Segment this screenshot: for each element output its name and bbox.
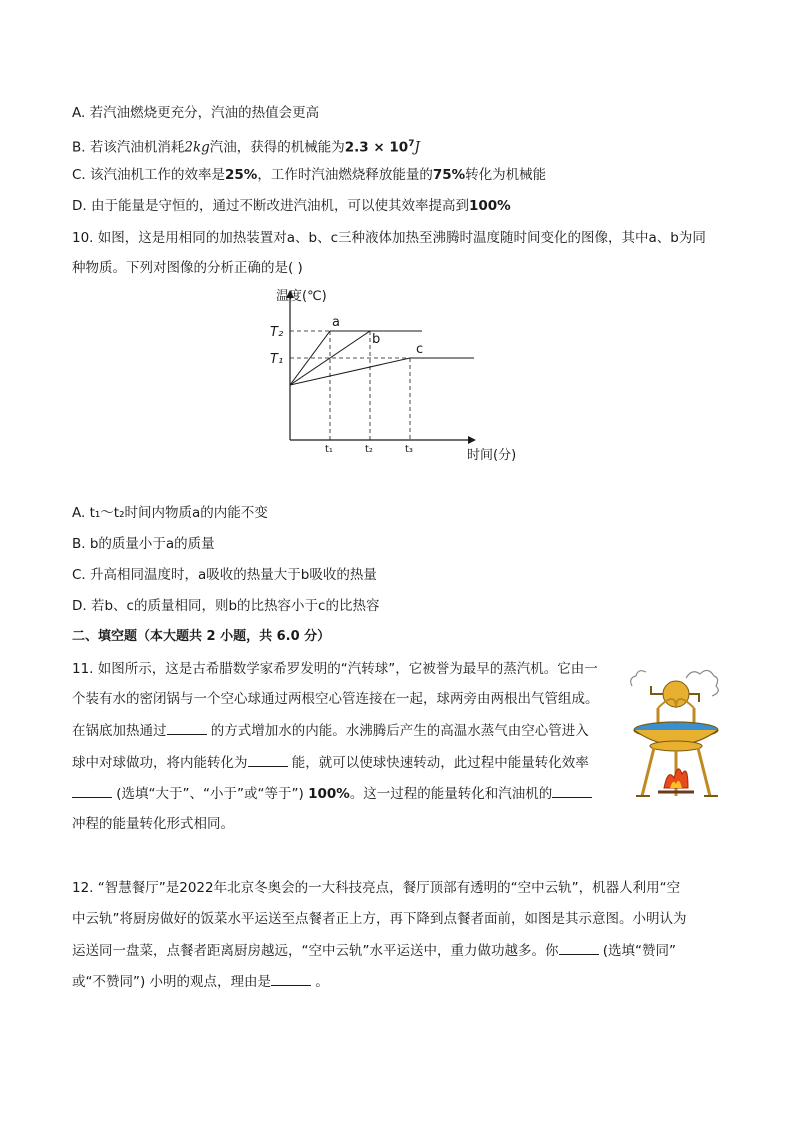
q12-line2: 中云轨”将厨房做好的饭菜水平运送至点餐者正上方，再下降到点餐者面前，如图是其示意图。小明认为 [72,911,687,927]
q11-line5: (选填“大于”、“小于”或“等于”) 100%。这一过程的能量转化和汽油机的 [72,783,592,804]
q9-option-a: A. 若汽油燃烧更充分，汽油的热值会更高 [72,105,320,121]
temperature-time-chart [255,282,535,467]
series-label-c: c [416,342,424,357]
q10-stem-line1: 10. 如图，这是用相同的加热装置对a、b、c三种液体加热至沸腾时温度随时间变化的图像，其中a、b为同 [72,230,706,246]
series-label-a: a [332,315,340,330]
q10-option-c: C. 升高相同温度时，a吸收的热量大于b吸收的热量 [72,567,377,583]
q11-blank-3[interactable] [72,783,112,798]
q9-option-d: D. 由于能量是守恒的，通过不断改进汽油机，可以使其效率提高到100% [72,198,511,214]
q10-option-a: A. t₁～t₂时间内物质a的内能不变 [72,505,268,521]
q11-blank-1[interactable] [167,720,207,735]
series-label-b: b [372,332,381,347]
q11-line4: 球中对球做功，将内能转化为 能，就可以使球快速转动，此过程中能量转化效率 [72,752,589,773]
x-axis-arrow [468,436,476,444]
q9-option-c: C. 该汽油机工作的效率是25%，工作时汽油燃烧释放能量的75%转化为机械能 [72,167,547,183]
x-axis-label: 时间(分) [467,448,517,463]
q11-blank-2[interactable] [248,752,288,767]
y-tick-T₁: T₁ [270,352,284,367]
q11-line3: 在锅底加热通过 的方式增加水的内能。水沸腾后产生的高温水蒸气由空心管进入 [72,720,589,741]
x-tick-t₃: t₃ [405,444,413,455]
y-axis-label: 温度(℃) [276,289,327,304]
q10-option-b: B. b的质量小于a的质量 [72,536,215,552]
q9-option-b: B. 若该汽油机消耗2kg汽油，获得的机械能为$2.3 \times 10^7J$ [72,139,420,156]
q10-option-d: D. 若b、c的质量相同，则b的比热容小于c的比热容 [72,598,380,614]
aeolipile-illustration [624,656,724,806]
q11-line2: 个装有水的密闭锅与一个空心球通过两根空心管连接在一起，球两旁由两根出气管组成。 [72,691,599,707]
x-tick-t₁: t₁ [325,444,333,455]
y-tick-T₂: T₂ [270,325,284,340]
q11-line6: 冲程的能量转化形式相同。 [72,816,234,832]
series-c [290,358,474,385]
q12-line1: 12. “智慧餐厅”是2022年北京冬奥会的一大科技亮点，餐厅顶部有透明的“空中云轨”，机器人利用“空 [72,880,681,896]
q12-blank-1[interactable] [559,940,599,955]
q11-blank-4[interactable] [552,783,592,798]
section-title: 二、填空题（本大题共 2 小题，共 6.0 分） [72,629,331,644]
x-tick-t₂: t₂ [365,444,373,455]
q11-line1: 11. 如图所示，这是古希腊数学家希罗发明的“汽转球”，它被誉为最早的蒸汽机。它由一 [72,661,598,677]
q12-line3: 运送同一盘菜，点餐者距离厨房越远，“空中云轨”水平运送中，重力做功越多。你 (选填“赞同” [72,940,676,961]
q12-blank-2[interactable] [271,971,311,986]
q10-stem-line2: 种物质。下列对图像的分析正确的是( ) [72,260,303,276]
q12-line4: 或“不赞同”) 小明的观点，理由是 。 [72,971,329,992]
